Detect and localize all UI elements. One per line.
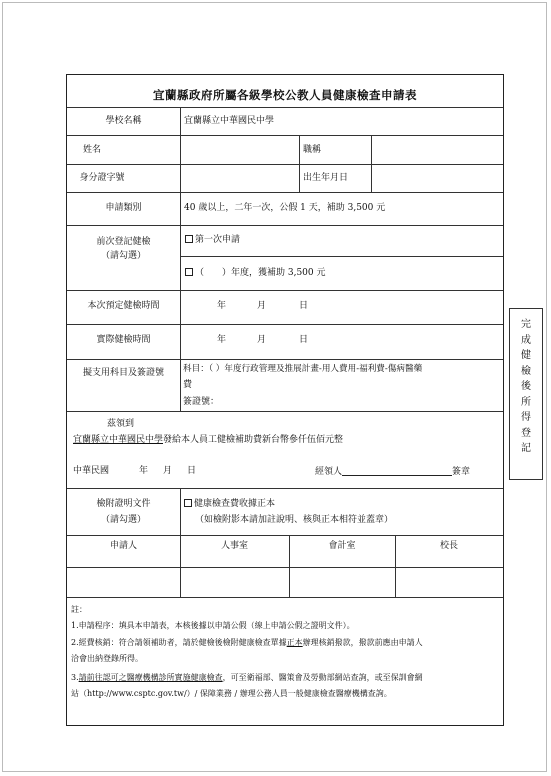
apply-type-value: 40 歲以上，二年一次，公假 1 天，補助 3,500 元 xyxy=(184,203,386,213)
row-line xyxy=(67,411,503,412)
note-3: 3.請前往認可之醫療機構診所實施健康檢查，可至衛福部、醫策會及勞動部網站查詢，或至保訓會網 xyxy=(71,673,423,682)
note-1: 1.申請程序：填具本申請表，本核後據以申請公假（線上申請公假之證明文件）。 xyxy=(71,621,355,630)
actual-month: 月 xyxy=(257,335,267,345)
notes-heading: 註： xyxy=(71,605,87,614)
name-label: 姓名 xyxy=(82,145,101,155)
note-3-continued: 站（http://www.csptc.gov.tw/）/ 保障業務 / 辦理公務人員一般健康檢查醫療機構查詢。 xyxy=(71,689,392,698)
receiver-signature: 經領人 簽章 xyxy=(315,467,471,477)
birth-label: 出生年月日 xyxy=(303,173,349,183)
col-line xyxy=(371,135,372,192)
note-2: 2.經費核銷：符合請領補助者，請於健檢後檢附健康檢查單據正本辦理核銷撥款，撥款前應由申請人 xyxy=(71,638,423,647)
budget-line1: 科目：（ ）年度行政管理及推展計畫-用人費用-福利費-傷病醫藥 xyxy=(183,364,423,374)
budget-label: 擬支用科目及簽證號 xyxy=(82,368,164,378)
school-label: 學校名稱 xyxy=(105,116,142,126)
receipt-date-prefix: 中華民國 xyxy=(73,466,110,476)
prev-exam-hint: （請勾選） xyxy=(100,251,146,261)
row-line xyxy=(67,567,503,568)
side-note-text: 完 成 健 檢 後 所 得 登 記 xyxy=(521,319,531,454)
row-line xyxy=(67,324,503,325)
scheduled-month: 月 xyxy=(257,301,267,311)
application-form xyxy=(66,74,504,726)
receipt-line2: 宜蘭縣立中華國民中學發給本人員工健檢補助費新台幣參仟伍佰元整 xyxy=(73,435,344,445)
budget-signature-number: 簽證號： xyxy=(183,397,220,407)
attach-hint: （請勾選） xyxy=(100,515,146,525)
principal-header: 校長 xyxy=(439,541,458,551)
apply-type-label: 申請類別 xyxy=(105,203,142,213)
id-label: 身分證字號 xyxy=(79,173,125,183)
row-line xyxy=(67,164,503,165)
accounting-header: 會計室 xyxy=(328,541,356,551)
prev-exam-option-year[interactable]: （ ）年度，獲補助 3,500 元 xyxy=(185,268,326,279)
personnel-header: 人事室 xyxy=(220,541,248,551)
col-line xyxy=(299,135,300,192)
applicant-header: 申請人 xyxy=(109,541,137,551)
scheduled-year: 年 xyxy=(217,301,227,311)
checkbox-icon[interactable] xyxy=(184,499,192,507)
side-note-box xyxy=(509,308,543,480)
attach-label: 檢附證明文件 xyxy=(96,499,151,509)
attach-item-note: （如檢附影本請加註說明、核與正本相符並蓋章） xyxy=(195,515,394,525)
receipt-date-day: 日 xyxy=(187,466,197,476)
row-line xyxy=(67,359,503,360)
note-2-continued: 洽會出納登錄所得。 xyxy=(71,654,143,663)
school-value: 宜蘭縣立中華國民中學 xyxy=(184,116,275,126)
scheduled-day: 日 xyxy=(299,301,309,311)
job-title-label: 職稱 xyxy=(303,145,322,155)
checkbox-icon[interactable] xyxy=(185,268,193,276)
actual-year: 年 xyxy=(217,335,227,345)
row-line xyxy=(67,192,503,193)
form-title: 宜蘭縣政府所屬各級學校公教人員健康檢查申請表 xyxy=(153,88,417,102)
receipt-date-month: 月 xyxy=(163,466,173,476)
checkbox-icon[interactable] xyxy=(185,235,193,243)
budget-line2: 費 xyxy=(183,380,193,390)
receipt-date-year: 年 xyxy=(139,466,149,476)
actual-day: 日 xyxy=(299,335,309,345)
row-line xyxy=(67,135,503,136)
receipt-school: 宜蘭縣立中華國民中學 xyxy=(73,435,164,445)
signature-line[interactable] xyxy=(342,466,452,476)
attach-item-receipt[interactable]: 健康檢查費收據正本 xyxy=(184,499,275,510)
prev-exam-option-first[interactable]: 第一次申請 xyxy=(185,235,240,246)
row-line xyxy=(67,597,503,598)
actual-label: 實際健檢時間 xyxy=(96,335,151,345)
prev-exam-label: 前次登記健檢 xyxy=(96,237,151,247)
row-line xyxy=(67,290,503,291)
receipt-line1: 茲領到 xyxy=(107,419,135,429)
row-line xyxy=(67,488,503,489)
col-line xyxy=(180,107,181,411)
row-line xyxy=(67,107,503,108)
row-line xyxy=(180,256,503,257)
scheduled-label: 本次預定健檢時間 xyxy=(87,301,160,311)
row-line xyxy=(67,535,503,536)
row-line xyxy=(67,225,503,226)
